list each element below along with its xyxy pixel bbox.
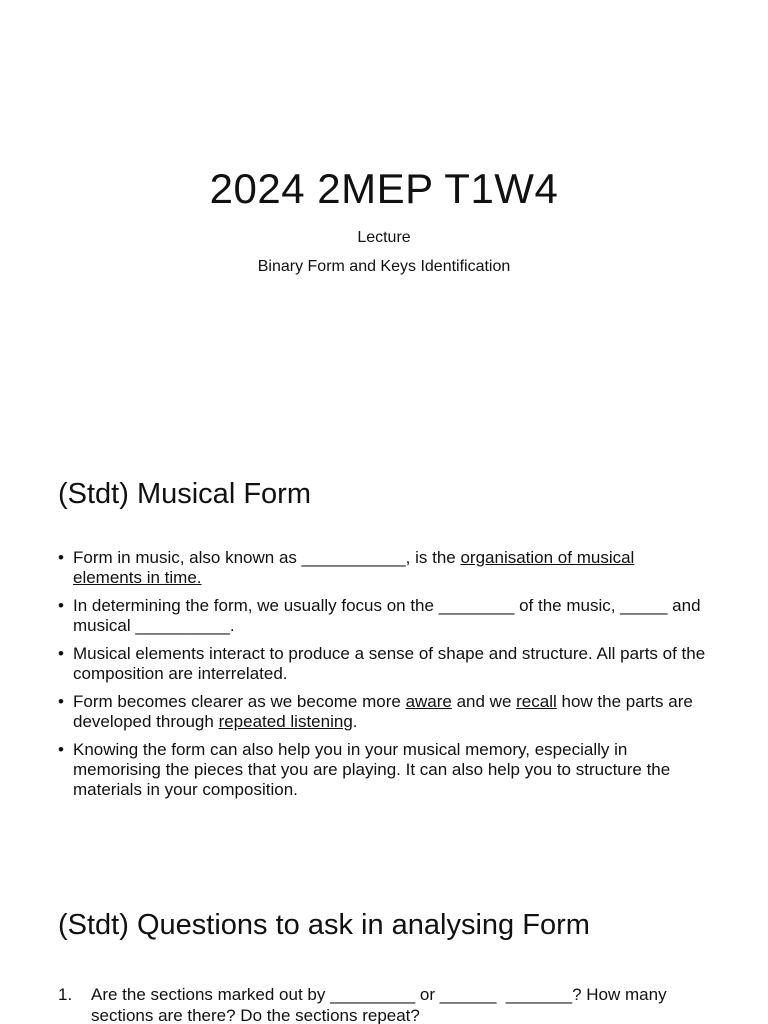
bullet-item [58,740,708,800]
bullet-item [58,596,708,636]
fill-in-blank: ________ [438,596,515,615]
numbered-list [58,984,708,1024]
bullet-text: , is the [405,548,461,567]
fill-in-blank: ______ [439,985,497,1004]
fill-in-blank: _________ [330,985,416,1004]
fill-in-blank: _____ [620,596,668,615]
question-text: or [415,985,440,1004]
fill-in-blank: _______ [505,985,573,1004]
title-slide [0,0,768,432]
item-number: 1. [58,985,73,1004]
slide-heading: (Stdt) Musical Form [58,478,311,510]
question-text: Are the sections marked out by [91,985,331,1004]
bullet-text: . [352,712,358,731]
bullet-text: Form in music, also known as [73,548,302,567]
fill-in-blank: ___________ [301,548,406,567]
question-text [496,985,505,1004]
bullet-item [58,692,708,732]
list-item [58,984,708,1024]
bullet-list [58,548,708,808]
musical-form-slide [0,432,768,864]
bullet-text: In determining the form, we usually focus on the [73,596,439,615]
bullet-text: how the parts are developed through [73,692,693,731]
fill-in-blank: __________ [135,616,230,635]
slide-subtitle-topic: Binary Form and Keys Identification [257,258,511,275]
questions-slide [0,864,768,1024]
bullet-text: and musical [73,596,701,635]
question-text: ? How many sections are there? Do the sections repeat? [91,985,667,1024]
slide-subtitle-lecture: Lecture [357,229,411,246]
slide-heading: (Stdt) Questions to ask in analysing Form [58,909,590,941]
slide-title: 2024 2MEP T1W4 [209,165,559,212]
bullet-item [58,548,708,588]
underlined-phrase: repeated listening [218,712,353,731]
underlined-word: recall [516,692,557,711]
bullet-text: of the music, [514,596,621,615]
bullet-text: . [229,616,235,635]
bullet-text: Musical elements interact to produce a sense of shape and structure. All parts of the composition are interrelated. [73,644,706,683]
underlined-word: aware [405,692,452,711]
bullet-text: and we [451,692,517,711]
bullet-item [58,644,708,684]
bullet-text: Knowing the form can also help you in your musical memory, especially in memorising the pieces that you are playing. It can also help you to structure the materials in your composition. [73,740,671,799]
bullet-text: Form becomes clearer as we become more [73,692,406,711]
underlined-phrase: organisation of musical elements in time. [73,548,635,587]
